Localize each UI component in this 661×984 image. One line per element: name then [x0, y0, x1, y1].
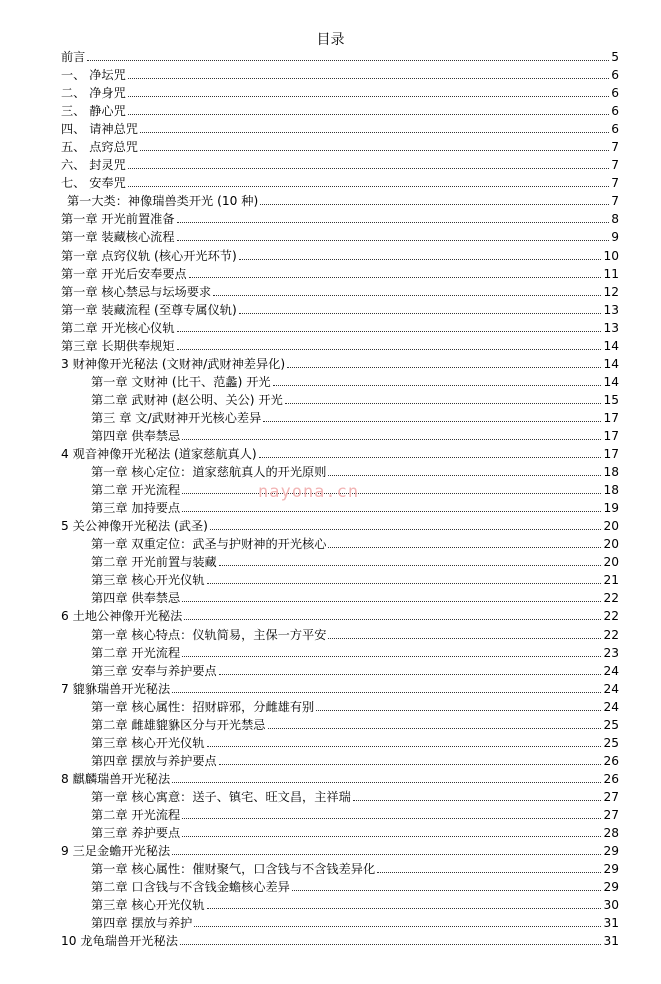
toc-entry-label: 第二章 开光流程: [91, 483, 181, 498]
toc-entry[interactable]: [0, 355, 661, 373]
toc-entry-page-number: 23: [603, 645, 619, 660]
toc-entry-label: 第二章 武财神 (赵公明、关公) 开光: [91, 392, 283, 407]
toc-entry-label: 第一章 双重定位：武圣与护财神的开光核心: [91, 537, 327, 552]
toc-entry-label: 第三章 核心开光仪轨: [91, 573, 205, 588]
dot-leader: [182, 806, 601, 819]
toc-entry-row[interactable]: [91, 427, 619, 445]
toc-entry[interactable]: [0, 607, 661, 625]
toc-entry-page-number: 10: [603, 248, 619, 263]
dot-leader: [263, 409, 601, 422]
toc-entry[interactable]: [0, 716, 661, 734]
dot-leader: [177, 337, 602, 350]
toc-entry[interactable]: [0, 842, 661, 860]
toc-entry[interactable]: [0, 66, 661, 84]
toc-entry-row[interactable]: [91, 806, 619, 824]
toc-entry[interactable]: [0, 734, 661, 752]
toc-title: 目录: [316, 32, 345, 48]
toc-entry[interactable]: [0, 156, 661, 174]
toc-entry[interactable]: [0, 48, 661, 66]
dot-leader: [219, 553, 602, 566]
dot-leader: [287, 355, 601, 368]
toc-entry-label: 四、 请神总咒: [61, 122, 138, 137]
dot-leader: [182, 427, 601, 440]
table-of-contents: [0, 48, 661, 950]
dot-leader: [207, 896, 602, 909]
toc-entry-page-number: 28: [603, 826, 619, 841]
toc-entry-label: 第二章 雌雄貔貅区分与开光禁忌: [91, 717, 266, 732]
toc-entry[interactable]: [0, 120, 661, 138]
toc-entry-row[interactable]: [67, 192, 619, 210]
dot-leader: [292, 878, 602, 891]
toc-entry[interactable]: [0, 427, 661, 445]
toc-entry-row[interactable]: [91, 571, 619, 589]
toc-entry-page-number: 25: [603, 735, 619, 750]
toc-entry-row[interactable]: [91, 896, 619, 914]
toc-entry[interactable]: [0, 535, 661, 553]
toc-entry-page-number: 14: [603, 356, 619, 371]
toc-entry-page-number: 7: [611, 158, 619, 173]
toc-entry-page-number: 13: [603, 302, 619, 317]
toc-entry-page-number: 27: [603, 789, 619, 804]
dot-leader: [213, 283, 601, 296]
toc-entry-row[interactable]: [61, 517, 619, 535]
toc-entry-page-number: 24: [603, 699, 619, 714]
toc-entry-page-number: 17: [603, 410, 619, 425]
toc-entry[interactable]: [0, 878, 661, 896]
toc-entry[interactable]: [0, 914, 661, 932]
toc-entry-label: 六、 封灵咒: [61, 158, 126, 173]
toc-entry-row[interactable]: [61, 680, 619, 698]
toc-entry-page-number: 13: [603, 320, 619, 335]
toc-entry-label: 第一大类：神像瑞兽类开光 (10 种): [67, 194, 259, 209]
toc-entry-label: 第一章 核心特点：仪轨简易，主保一方平安: [91, 627, 327, 642]
toc-entry-label: 第四章 摆放与养护要点: [91, 753, 217, 768]
toc-entry[interactable]: [0, 138, 661, 156]
toc-entry-label: 第一章 核心寓意：送子、镇宅、旺文昌，主祥瑞: [91, 789, 351, 804]
toc-entry-page-number: 7: [611, 176, 619, 191]
toc-entry-row[interactable]: [61, 138, 619, 156]
dot-leader: [182, 499, 601, 512]
toc-entry-page-number: 25: [603, 717, 619, 732]
toc-entry-row[interactable]: [61, 319, 619, 337]
toc-entry-label: 第一章 开光后安奉要点: [61, 266, 187, 281]
toc-entry-row[interactable]: [91, 499, 619, 517]
toc-entry[interactable]: [0, 174, 661, 192]
toc-entry-row[interactable]: [61, 301, 619, 319]
toc-entry-label: 第一章 点窍仪轨 (核心开光环节): [61, 248, 237, 263]
toc-entry[interactable]: [0, 626, 661, 644]
toc-entry[interactable]: [0, 228, 661, 246]
dot-leader: [182, 824, 601, 837]
toc-entry-page-number: 22: [603, 591, 619, 606]
toc-entry-row[interactable]: [91, 535, 619, 553]
toc-entry-page-number: 31: [603, 934, 619, 949]
toc-entry-row[interactable]: [61, 84, 619, 102]
toc-entry-row[interactable]: [61, 102, 619, 120]
toc-entry-row[interactable]: [61, 156, 619, 174]
toc-entry-row[interactable]: [91, 589, 619, 607]
toc-entry-label: 第一章 装藏流程 (至尊专属仪轨): [61, 302, 237, 317]
dot-leader: [172, 680, 601, 693]
dot-leader: [285, 391, 602, 404]
toc-entry-page-number: 8: [611, 212, 619, 227]
toc-entry-page-number: 12: [603, 284, 619, 299]
toc-entry-page-number: 27: [603, 807, 619, 822]
dot-leader: [128, 156, 609, 169]
toc-entry-page-number: 29: [603, 880, 619, 895]
toc-entry-page-number: 6: [611, 68, 619, 83]
toc-entry-page-number: 20: [603, 537, 619, 552]
toc-entry-row[interactable]: [91, 914, 619, 932]
dot-leader: [273, 373, 602, 386]
toc-entry[interactable]: [0, 463, 661, 481]
toc-entry-row[interactable]: [91, 788, 619, 806]
toc-entry[interactable]: [0, 283, 661, 301]
dot-leader: [268, 716, 602, 729]
toc-entry-label: 第二章 口含钱与不含钱金蟾核心差异: [91, 880, 290, 895]
toc-entry[interactable]: [0, 391, 661, 409]
toc-entry-page-number: 7: [611, 194, 619, 209]
toc-entry-row[interactable]: [91, 481, 619, 499]
toc-entry-page-number: 20: [603, 519, 619, 534]
toc-entry-row[interactable]: [91, 860, 619, 878]
toc-entry-page-number: 18: [603, 483, 619, 498]
toc-entry[interactable]: [0, 84, 661, 102]
toc-entry-page-number: 21: [603, 573, 619, 588]
toc-entry-label: 二、 净身咒: [61, 86, 126, 101]
toc-entry-row[interactable]: [91, 644, 619, 662]
dot-leader: [328, 626, 601, 639]
dot-leader: [219, 752, 602, 765]
dot-leader: [259, 445, 602, 458]
toc-entry-label: 第二章 开光前置与装藏: [91, 555, 217, 570]
toc-entry[interactable]: [0, 860, 661, 878]
toc-entry-page-number: 6: [611, 122, 619, 137]
dot-leader: [182, 481, 601, 494]
watermark: nayona.cn: [258, 482, 360, 502]
toc-entry-label: 一、 净坛咒: [61, 68, 126, 83]
toc-entry-label: 第二章 开光流程: [91, 645, 181, 660]
dot-leader: [140, 138, 609, 151]
toc-entry-label: 第一章 核心属性：催财聚气，口含钱与不含钱差异化: [91, 862, 376, 877]
toc-entry-row[interactable]: [91, 698, 619, 716]
dot-leader: [177, 319, 602, 332]
toc-entry-page-number: 14: [603, 374, 619, 389]
toc-entry-row[interactable]: [91, 553, 619, 571]
toc-entry-row[interactable]: [91, 409, 619, 427]
dot-leader: [353, 788, 602, 801]
toc-entry[interactable]: [0, 481, 661, 499]
toc-entry-label: 6 土地公神像开光秘法: [61, 609, 183, 624]
dot-leader: [219, 662, 602, 675]
toc-entry-label: 第三章 核心开光仪轨: [91, 898, 205, 913]
toc-entry[interactable]: [0, 589, 661, 607]
toc-entry[interactable]: [0, 301, 661, 319]
toc-entry[interactable]: [0, 337, 661, 355]
toc-entry-label: 5 关公神像开光秘法 (武圣): [61, 519, 208, 534]
toc-entry-row[interactable]: [91, 373, 619, 391]
toc-entry-label: 7 貔貅瑞兽开光秘法: [61, 681, 171, 696]
toc-entry-page-number: 22: [603, 627, 619, 642]
dot-leader: [316, 698, 601, 711]
toc-entry-page-number: 26: [603, 771, 619, 786]
toc-entry-label: 9 三足金蟾开光秘法: [61, 844, 171, 859]
toc-entry-row[interactable]: [61, 445, 619, 463]
toc-entry[interactable]: [0, 770, 661, 788]
toc-entry[interactable]: [0, 210, 661, 228]
toc-entry-row[interactable]: [91, 463, 619, 481]
toc-entry-label: 第二章 开光流程: [91, 807, 181, 822]
toc-entry-label: 第一章 文财神 (比干、范蠡) 开光: [91, 374, 271, 389]
dot-leader: [182, 589, 601, 602]
toc-entry[interactable]: [0, 409, 661, 427]
toc-entry-page-number: 11: [603, 266, 619, 281]
toc-entry[interactable]: [0, 571, 661, 589]
toc-entry[interactable]: [0, 102, 661, 120]
toc-entry-page-number: 31: [603, 916, 619, 931]
dot-leader: [194, 914, 601, 927]
toc-entry-page-number: 19: [603, 501, 619, 516]
toc-entry-label: 第三章 加持要点: [91, 501, 181, 516]
toc-entry-row[interactable]: [91, 662, 619, 680]
toc-entry[interactable]: [0, 319, 661, 337]
toc-entry-row[interactable]: [61, 770, 619, 788]
dot-leader: [239, 247, 602, 260]
toc-entry-row[interactable]: [61, 932, 619, 950]
toc-entry-page-number: 9: [611, 230, 619, 245]
dot-leader: [260, 192, 609, 205]
dot-leader: [207, 734, 602, 747]
toc-entry-page-number: 7: [611, 140, 619, 155]
toc-entry[interactable]: [0, 644, 661, 662]
toc-entry-label: 第三章 养护要点: [91, 826, 181, 841]
toc-entry[interactable]: [0, 752, 661, 770]
dot-leader: [328, 463, 601, 476]
toc-entry-page-number: 24: [603, 663, 619, 678]
toc-entry-label: 第三章 长期供奉规矩: [61, 338, 175, 353]
toc-entry-page-number: 14: [603, 338, 619, 353]
dot-leader: [189, 265, 602, 278]
toc-entry-row[interactable]: [61, 48, 619, 66]
toc-entry[interactable]: [0, 662, 661, 680]
toc-entry-page-number: 6: [611, 104, 619, 119]
dot-leader: [177, 228, 610, 241]
toc-entry[interactable]: [0, 373, 661, 391]
toc-entry-row[interactable]: [61, 265, 619, 283]
toc-entry-page-number: 15: [603, 392, 619, 407]
toc-entry[interactable]: [0, 788, 661, 806]
toc-entry[interactable]: [0, 499, 661, 517]
toc-entry-label: 第一章 装藏核心流程: [61, 230, 175, 245]
toc-entry-page-number: 6: [611, 86, 619, 101]
dot-leader: [180, 932, 602, 945]
toc-entry-page-number: 18: [603, 465, 619, 480]
toc-entry-label: 第四章 摆放与养护: [91, 916, 193, 931]
toc-entry-row[interactable]: [91, 824, 619, 842]
dot-leader: [177, 210, 610, 223]
toc-entry-label: 第三 章 文/武财神开光核心差异: [91, 410, 262, 425]
toc-entry[interactable]: [0, 806, 661, 824]
toc-entry[interactable]: [0, 517, 661, 535]
dot-leader: [377, 860, 601, 873]
toc-entry[interactable]: [0, 824, 661, 842]
toc-entry-label: 第一章 核心禁忌与坛场要求: [61, 284, 212, 299]
dot-leader: [128, 174, 609, 187]
toc-entry-label: 五、 点窍总咒: [61, 140, 138, 155]
dot-leader: [128, 102, 609, 115]
toc-entry-page-number: 30: [603, 898, 619, 913]
toc-entry[interactable]: [0, 553, 661, 571]
toc-entry-row[interactable]: [61, 607, 619, 625]
toc-entry[interactable]: [0, 192, 661, 210]
toc-entry-row[interactable]: [91, 391, 619, 409]
toc-entry-label: 第四章 供奉禁忌: [91, 591, 181, 606]
toc-entry-row[interactable]: [91, 716, 619, 734]
toc-entry[interactable]: [0, 698, 661, 716]
toc-entry-row[interactable]: [91, 626, 619, 644]
toc-entry[interactable]: [0, 680, 661, 698]
toc-entry-label: 第三章 核心开光仪轨: [91, 735, 205, 750]
toc-entry-row[interactable]: [91, 752, 619, 770]
dot-leader: [184, 607, 601, 620]
toc-entry-row[interactable]: [61, 66, 619, 84]
toc-entry-row[interactable]: [61, 174, 619, 192]
toc-entry[interactable]: [0, 247, 661, 265]
toc-entry-label: 第一章 开光前置准备: [61, 212, 175, 227]
toc-entry-page-number: 20: [603, 555, 619, 570]
toc-entry-label: 8 麒麟瑞兽开光秘法: [61, 771, 171, 786]
dot-leader: [140, 120, 609, 133]
toc-entry-label: 三、 静心咒: [61, 104, 126, 119]
toc-entry-row[interactable]: [61, 337, 619, 355]
toc-entry-row[interactable]: [61, 247, 619, 265]
toc-entry-label: 七、 安奉咒: [61, 176, 126, 191]
toc-entry-label: 第三章 安奉与养护要点: [91, 663, 217, 678]
toc-entry-label: 前言: [61, 50, 86, 64]
toc-entry[interactable]: [0, 265, 661, 283]
dot-leader: [328, 535, 601, 548]
toc-entry-page-number: 17: [603, 447, 619, 462]
toc-entry[interactable]: [0, 896, 661, 914]
toc-entry-label: 4 观音神像开光秘法 (道家慈航真人): [61, 447, 257, 462]
toc-entry-row[interactable]: [61, 355, 619, 373]
toc-entry-page-number: 29: [603, 862, 619, 877]
toc-entry-label: 第一章 核心属性：招财辟邪，分雌雄有别: [91, 699, 315, 714]
toc-entry-page-number: 29: [603, 844, 619, 859]
toc-entry-page-number: 24: [603, 681, 619, 696]
toc-entry-row[interactable]: [61, 228, 619, 246]
dot-leader: [128, 66, 609, 79]
toc-entry-page-number: 5: [611, 50, 619, 64]
toc-entry-label: 10 龙龟瑞兽开光秘法: [61, 934, 178, 949]
toc-entry-label: 3 财神像开光秘法 (文财神/武财神差异化): [61, 356, 286, 371]
toc-entry-page-number: 26: [603, 753, 619, 768]
dot-leader: [210, 517, 602, 530]
dot-leader: [182, 644, 601, 657]
dot-leader: [128, 84, 609, 97]
dot-leader: [207, 571, 602, 584]
dot-leader: [172, 842, 601, 855]
toc-entry-row[interactable]: [61, 283, 619, 301]
dot-leader: [172, 770, 601, 783]
dot-leader: [239, 301, 602, 314]
dot-leader: [87, 48, 609, 61]
toc-entry-label: 第二章 开光核心仪轨: [61, 320, 175, 335]
toc-entry-row[interactable]: [61, 210, 619, 228]
toc-entry-row[interactable]: [91, 878, 619, 896]
toc-entry-row[interactable]: [61, 120, 619, 138]
toc-entry[interactable]: [0, 932, 661, 950]
toc-entry-page-number: 17: [603, 428, 619, 443]
toc-entry-label: 第一章 核心定位：道家慈航真人的开光原则: [91, 465, 327, 480]
toc-entry-row[interactable]: [91, 734, 619, 752]
toc-entry-label: 第四章 供奉禁忌: [91, 428, 181, 443]
toc-entry-page-number: 22: [603, 609, 619, 624]
toc-entry-row[interactable]: [61, 842, 619, 860]
toc-entry[interactable]: [0, 445, 661, 463]
